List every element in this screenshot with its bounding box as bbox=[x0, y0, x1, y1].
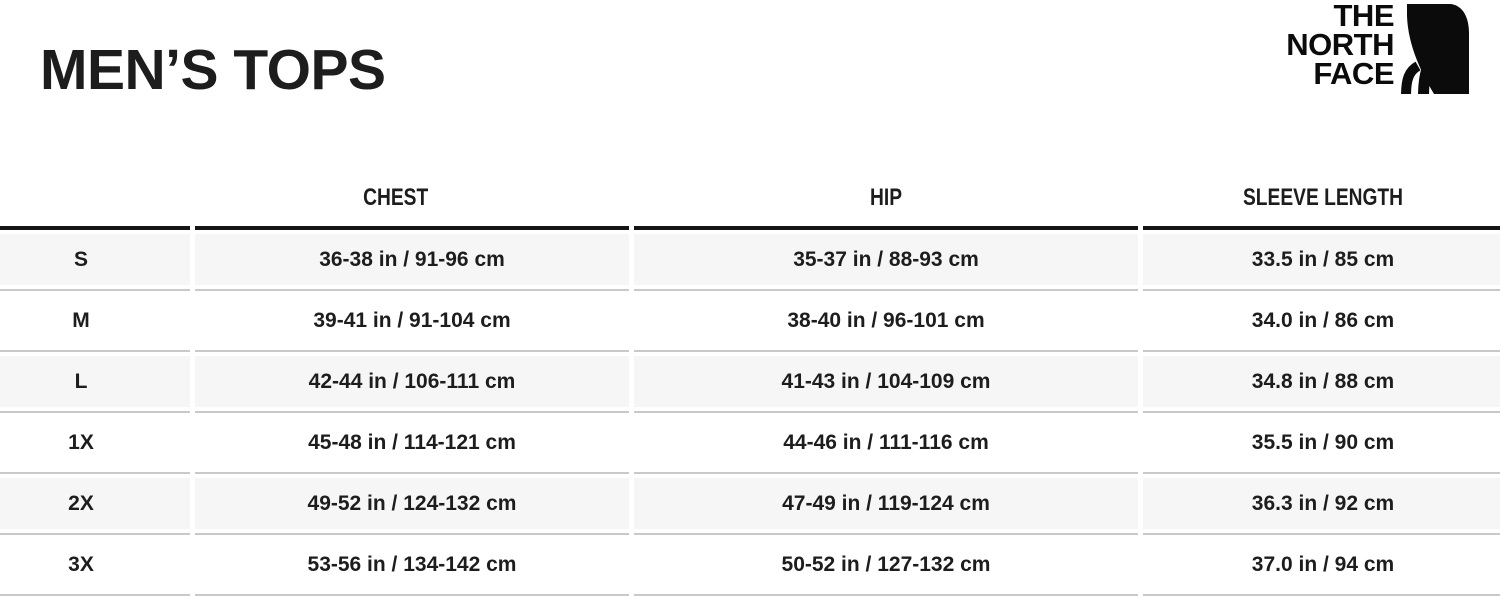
column-header-size bbox=[0, 160, 190, 230]
sleeve-cell: 37.0 in / 94 cm bbox=[1143, 535, 1500, 596]
table-row-1x bbox=[0, 413, 1500, 474]
size-value: M bbox=[72, 308, 90, 332]
size-cell bbox=[0, 352, 190, 413]
size-value: S bbox=[73, 247, 88, 271]
hip-cell: 47-49 in / 119-124 cm bbox=[634, 474, 1138, 535]
sleeve-cell: 36.3 in / 92 cm bbox=[1143, 474, 1500, 535]
north-face-logo bbox=[1286, 0, 1469, 94]
size-cell bbox=[0, 474, 190, 535]
size-cell bbox=[0, 291, 190, 352]
column-header-chest bbox=[195, 160, 629, 230]
size-value: 2X bbox=[68, 491, 94, 515]
hip-cell: 35-37 in / 88-93 cm bbox=[634, 230, 1138, 291]
chest-cell: 53-56 in / 134-142 cm bbox=[195, 535, 629, 596]
sleeve-cell: 34.0 in / 86 cm bbox=[1143, 291, 1500, 352]
size-value: 3X bbox=[68, 552, 94, 576]
chest-cell: 45-48 in / 114-121 cm bbox=[195, 413, 629, 474]
hip-cell: 41-43 in / 104-109 cm bbox=[634, 352, 1138, 413]
size-value: L bbox=[74, 369, 88, 393]
table-row-l bbox=[0, 352, 1500, 413]
chest-cell: 36-38 in / 91-96 cm bbox=[195, 230, 629, 291]
size-cell bbox=[0, 230, 190, 291]
column-header-label: CHEST bbox=[363, 184, 429, 211]
wordmark-line: NORTH bbox=[1286, 27, 1394, 62]
sleeve-cell: 34.8 in / 88 cm bbox=[1143, 352, 1500, 413]
column-header-sleeve-length bbox=[1143, 160, 1500, 230]
sleeve-cell: 33.5 in / 85 cm bbox=[1143, 230, 1500, 291]
chest-cell: 49-52 in / 124-132 cm bbox=[195, 474, 629, 535]
north-face-wordmark bbox=[1286, 0, 1394, 91]
hip-cell: 50-52 in / 127-132 cm bbox=[634, 535, 1138, 596]
size-cell bbox=[0, 413, 190, 474]
page-title: MEN’S TOPS bbox=[40, 38, 386, 102]
chest-cell: 42-44 in / 106-111 cm bbox=[195, 352, 629, 413]
column-header-hip bbox=[634, 160, 1138, 230]
size-chart-table bbox=[0, 160, 1500, 596]
hip-cell: 44-46 in / 111-116 cm bbox=[634, 413, 1138, 474]
sleeve-cell: 35.5 in / 90 cm bbox=[1143, 413, 1500, 474]
table-row-m bbox=[0, 291, 1500, 352]
column-header-label: SLEEVE LENGTH bbox=[1242, 184, 1404, 211]
table-row-2x bbox=[0, 474, 1500, 535]
table-row-s bbox=[0, 230, 1500, 291]
wordmark-line: FACE bbox=[1313, 56, 1394, 91]
wordmark-line: THE bbox=[1333, 0, 1394, 33]
half-dome-icon bbox=[1401, 4, 1469, 94]
size-value: 1X bbox=[68, 430, 94, 454]
header-row bbox=[0, 160, 1500, 230]
table-row-3x bbox=[0, 535, 1500, 596]
size-cell bbox=[0, 535, 190, 596]
hip-cell: 38-40 in / 96-101 cm bbox=[634, 291, 1138, 352]
chest-cell: 39-41 in / 91-104 cm bbox=[195, 291, 629, 352]
column-header-label: HIP bbox=[869, 184, 902, 211]
